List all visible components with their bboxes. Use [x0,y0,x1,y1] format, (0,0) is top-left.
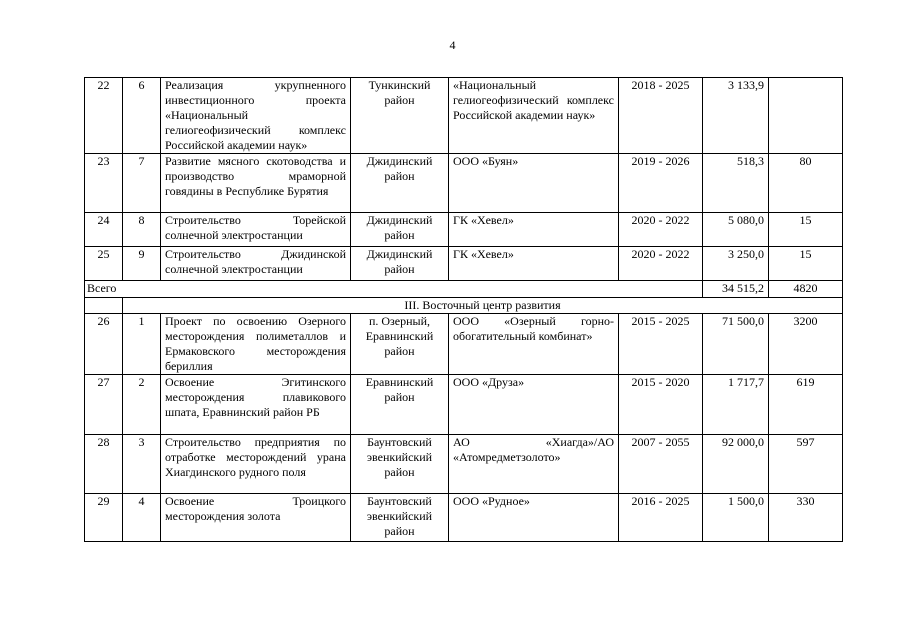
project-period: 2007 - 2055 [619,435,703,494]
project-jobs: 597 [769,435,843,494]
section-spacer [85,298,123,314]
project-name: Освоение Эгитинского месторождения плавикового шпата, Еравнинский район РБ [161,375,351,435]
project-name: Проект по освоению Озерного месторождения полиметаллов и Ермаковского месторождения бериллия [161,314,351,375]
project-jobs: 15 [769,247,843,281]
section-header-row [85,298,843,314]
row-subnumber: 9 [123,247,161,281]
row-subnumber: 6 [123,78,161,154]
project-name: Реализация укрупненного инвестиционного проекта «Национальный гелиогеофизический комплекс Российской академии наук» [161,78,351,154]
project-location: Джидинский район [351,247,449,281]
project-amount: 1 500,0 [703,494,769,542]
row-number: 23 [85,154,123,213]
project-name: Развитие мясного скотоводства и производство мраморной говядины в Республике Бурятия [161,154,351,213]
page-number: 4 [449,38,456,52]
project-location: Баунтовский эвенкийский район [351,435,449,494]
investment-projects-table [84,77,843,542]
project-amount: 518,3 [703,154,769,213]
project-jobs [769,78,843,154]
row-subnumber: 4 [123,494,161,542]
project-investor: «Национальный гелиогеофизический комплекс Российской академии наук» [449,78,619,154]
project-period: 2015 - 2025 [619,314,703,375]
table-row [85,213,843,247]
row-number: 28 [85,435,123,494]
project-location: п. Озерный, Еравнинский район [351,314,449,375]
project-location: Тункинский район [351,78,449,154]
project-jobs: 330 [769,494,843,542]
project-amount: 92 000,0 [703,435,769,494]
table-row [85,78,843,154]
table-row [85,314,843,375]
project-amount: 71 500,0 [703,314,769,375]
row-number: 29 [85,494,123,542]
total-row [85,281,843,298]
row-number: 24 [85,213,123,247]
project-period: 2019 - 2026 [619,154,703,213]
row-number: 25 [85,247,123,281]
row-subnumber: 7 [123,154,161,213]
total-label: Всего [85,281,703,298]
table-row [85,375,843,435]
project-location: Джидинский район [351,213,449,247]
section-title: III. Восточный центр развития [123,298,843,314]
project-amount: 5 080,0 [703,213,769,247]
project-name: Строительство предприятия по отработке месторождений урана Хиагдинского рудного поля [161,435,351,494]
project-name: Освоение Троицкого месторождения золота [161,494,351,542]
project-jobs: 80 [769,154,843,213]
project-period: 2018 - 2025 [619,78,703,154]
table-row [85,154,843,213]
total-jobs: 4820 [769,281,843,298]
project-amount: 3 133,9 [703,78,769,154]
project-jobs: 15 [769,213,843,247]
project-period: 2015 - 2020 [619,375,703,435]
table-row [85,494,843,542]
project-investor: ООО «Буян» [449,154,619,213]
project-investor: ООО «Озерный горно-обогатительный комбинат» [449,314,619,375]
project-amount: 3 250,0 [703,247,769,281]
project-period: 2020 - 2022 [619,213,703,247]
project-jobs: 3200 [769,314,843,375]
project-period: 2016 - 2025 [619,494,703,542]
project-jobs: 619 [769,375,843,435]
row-subnumber: 8 [123,213,161,247]
row-subnumber: 2 [123,375,161,435]
row-number: 22 [85,78,123,154]
project-name: Строительство Торейской солнечной электростанции [161,213,351,247]
row-subnumber: 1 [123,314,161,375]
project-investor: АО «Хиагда»/АО «Атомредметзолото» [449,435,619,494]
row-number: 27 [85,375,123,435]
total-amount: 34 515,2 [703,281,769,298]
project-investor: ООО «Друза» [449,375,619,435]
project-investor: ООО «Рудное» [449,494,619,542]
project-location: Еравнинский район [351,375,449,435]
project-location: Джидинский район [351,154,449,213]
row-number: 26 [85,314,123,375]
project-period: 2020 - 2022 [619,247,703,281]
row-subnumber: 3 [123,435,161,494]
table-row [85,247,843,281]
project-investor: ГК «Хевел» [449,247,619,281]
table-row [85,435,843,494]
project-name: Строительство Джидинской солнечной электростанции [161,247,351,281]
project-amount: 1 717,7 [703,375,769,435]
project-location: Баунтовский эвенкийский район [351,494,449,542]
project-investor: ГК «Хевел» [449,213,619,247]
